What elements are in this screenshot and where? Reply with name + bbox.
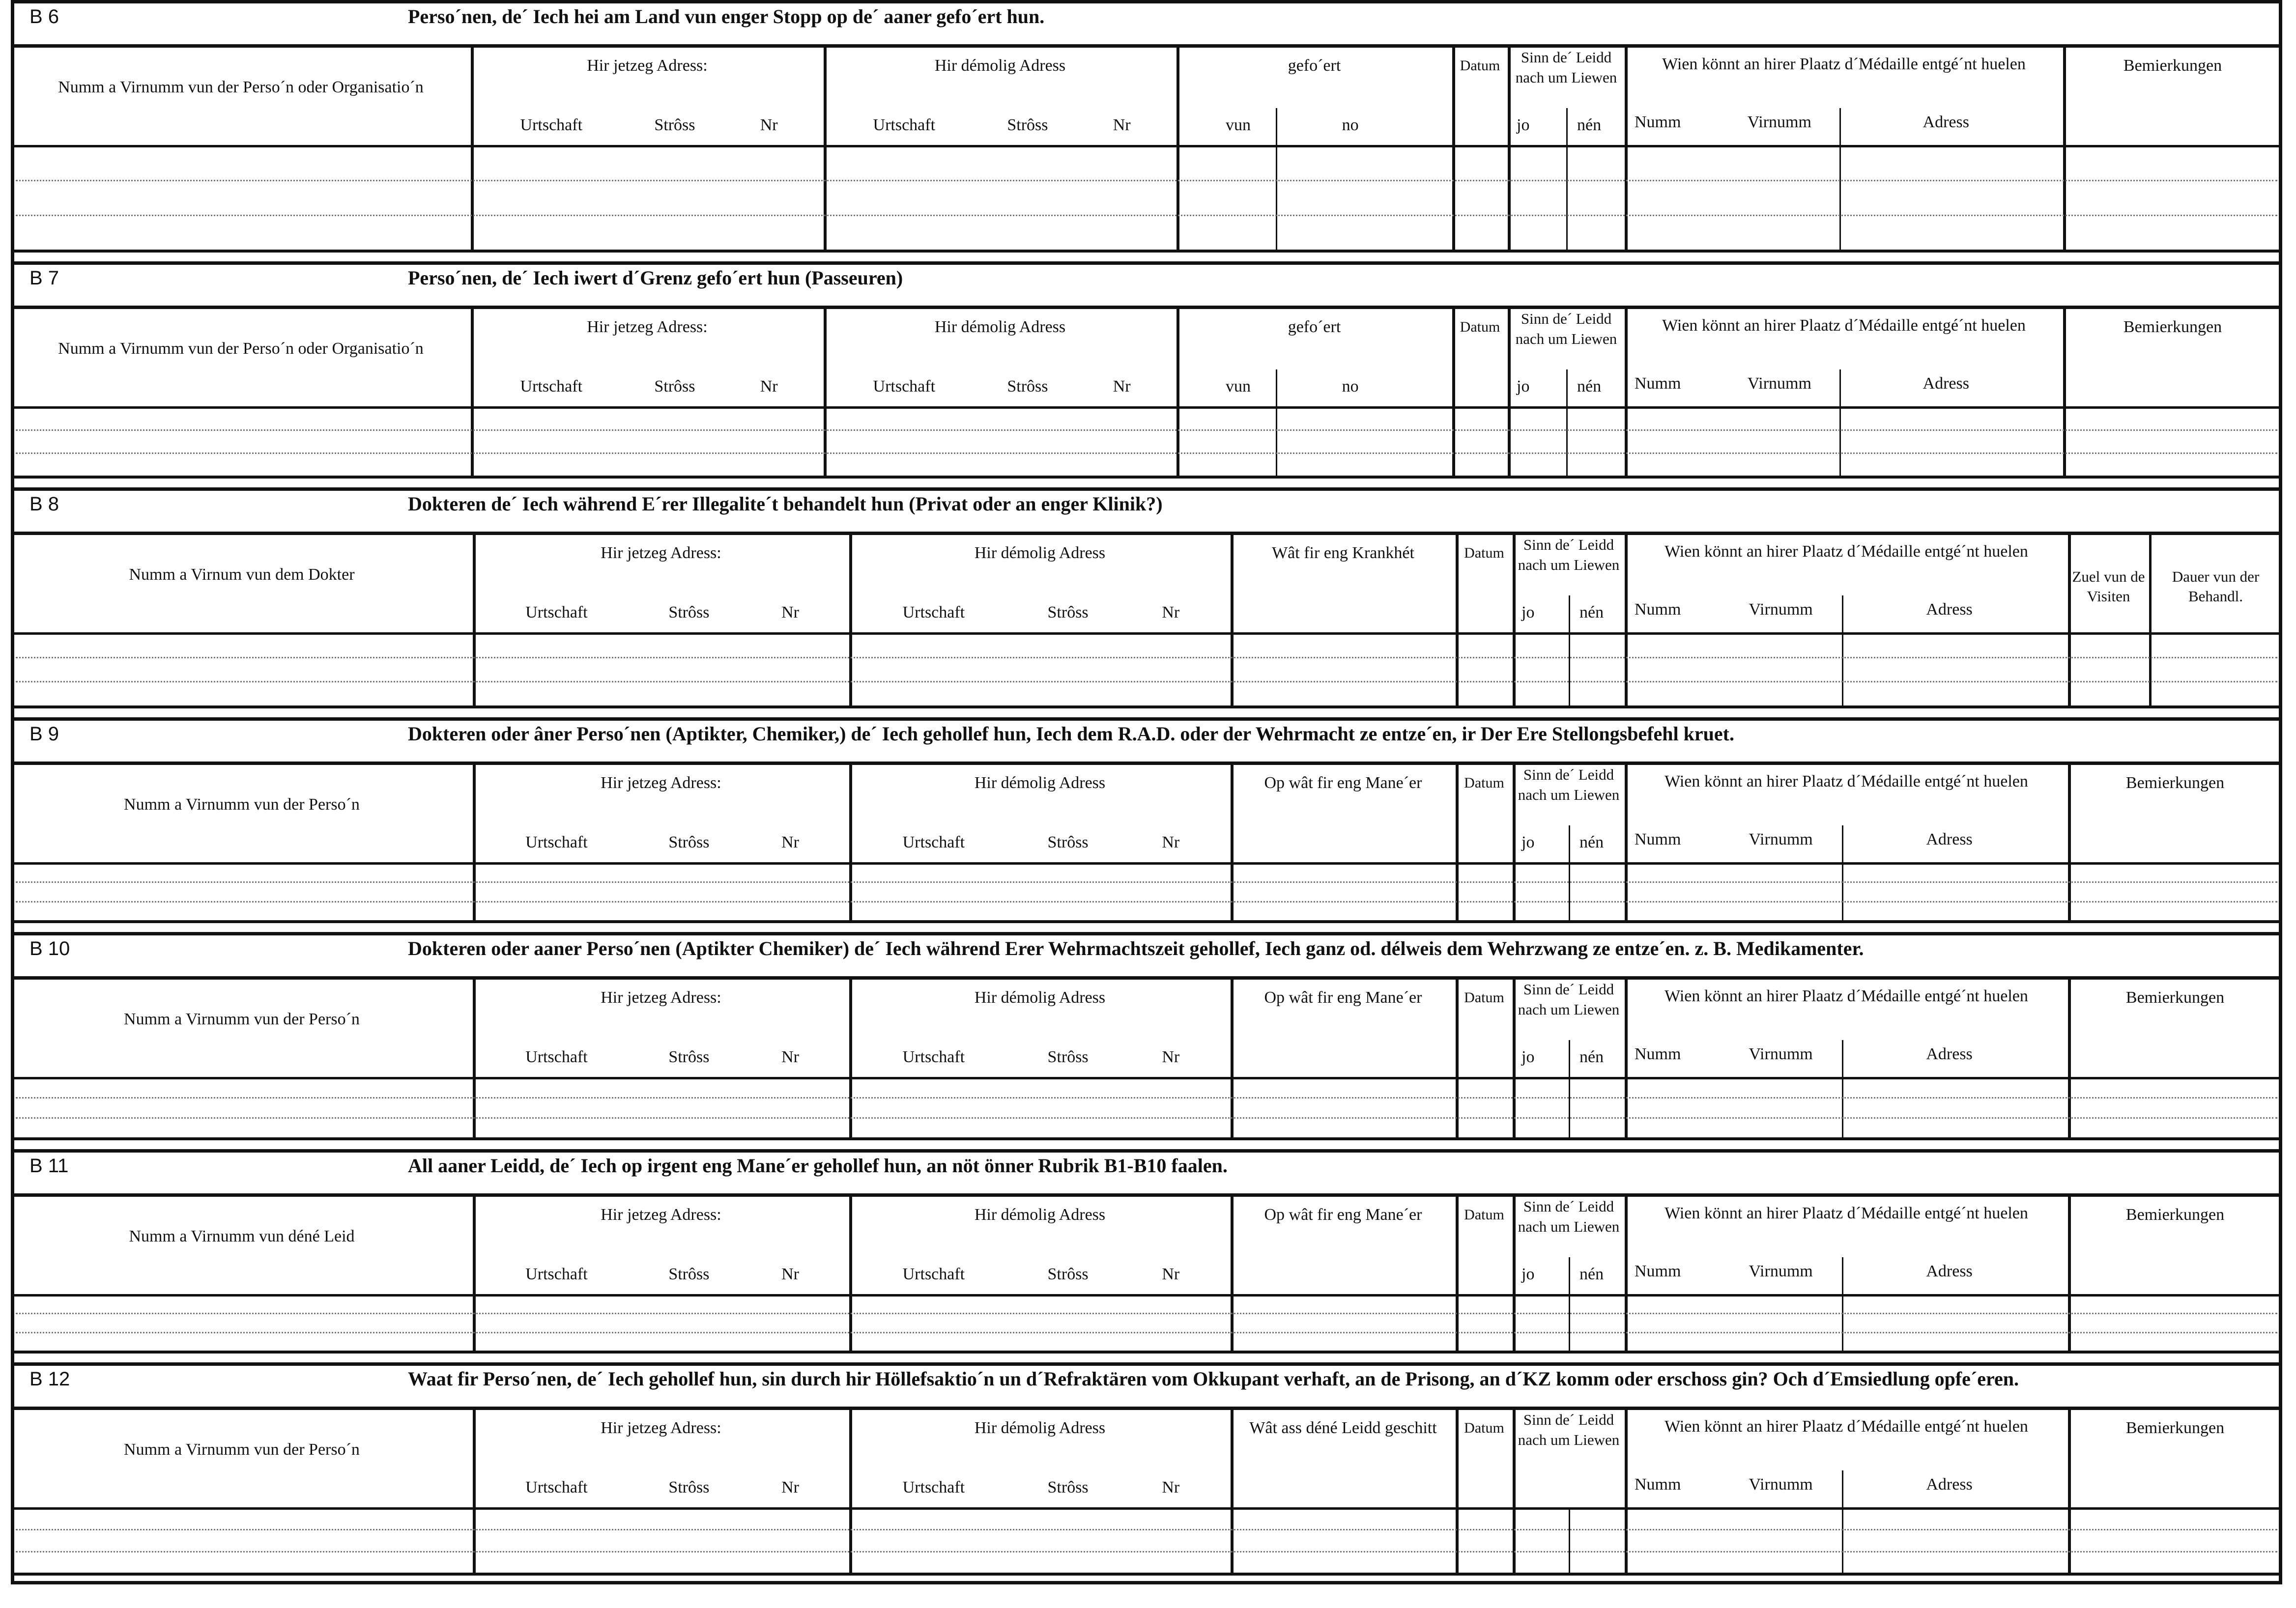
name-header: Numm a Virnumm vun der Perso´n oder Organisatio´n	[58, 78, 424, 96]
remarks-header: Bemierkungen	[2125, 988, 2225, 1007]
writing-line	[16, 429, 2277, 431]
date-header: Datum	[1464, 545, 1504, 561]
name-header: Numm a Virnumm vun der Perso´n	[124, 1440, 360, 1459]
alive-header: Sinn de´ Leidd nach um Liewen	[1518, 766, 1620, 803]
table-top-rule	[11, 1193, 2282, 1197]
table-top-rule	[11, 762, 2282, 765]
alive-header: Sinn de´ Leidd nach um Liewen	[1518, 1411, 1620, 1448]
header-bottom-rule	[11, 1294, 2282, 1297]
yes-no-divider	[1569, 1257, 1570, 1351]
section-top-rule	[11, 717, 2282, 721]
former-address-header: Hir démolig Adress	[974, 988, 1106, 1007]
column-divider	[824, 306, 827, 476]
no-label: nén	[1577, 116, 1602, 134]
former-street-label: Strôss	[1007, 116, 1048, 134]
alive-header: Sinn de´ Leidd nach um Liewen	[1518, 1198, 1620, 1235]
former-town-label: Urtschaft	[902, 1265, 965, 1283]
current-number-label: Nr	[760, 377, 778, 395]
column-divider	[473, 762, 476, 920]
medal-column-divider	[1842, 1257, 1843, 1351]
current-town-label: Urtschaft	[525, 833, 588, 851]
former-street-label: Strôss	[1047, 1048, 1089, 1066]
current-street-label: Strôss	[668, 1048, 710, 1066]
section-title: Perso´nen, de´ Iech iwert d´Grenz gefo´ert hun (Passeuren)	[408, 267, 903, 289]
column-divider	[1231, 762, 1234, 920]
current-town-label: Urtschaft	[520, 377, 583, 395]
table-bottom-rule	[11, 476, 2282, 479]
former-number-label: Nr	[1162, 833, 1180, 851]
current-street-label: Strôss	[654, 377, 695, 395]
table-bottom-rule	[11, 705, 2282, 708]
section-title: Perso´nen, de´ Iech hei am Land vun enger Stopp op de´ aaner gefo´ert hun.	[408, 5, 1045, 28]
current-number-label: Nr	[781, 603, 799, 621]
medal-address-label: Adress	[1926, 600, 1973, 619]
column-divider	[2068, 1407, 2071, 1573]
name-header: Numm a Virnumm vun der Perso´n	[124, 795, 360, 814]
column-divider	[1625, 306, 1628, 476]
writing-line	[16, 881, 2277, 883]
column-divider	[1231, 1193, 1234, 1351]
medal-name-label: Numm	[1635, 374, 1681, 393]
former-number-label: Nr	[1113, 116, 1131, 134]
former-town-label: Urtschaft	[902, 1478, 965, 1496]
table-top-rule	[11, 44, 2282, 48]
header-bottom-rule	[11, 1077, 2282, 1079]
current-number-label: Nr	[781, 1048, 799, 1066]
remarks-header: Bemierkungen	[2125, 1206, 2225, 1224]
column-divider	[1231, 1407, 1234, 1573]
yes-label: jo	[1521, 1265, 1535, 1283]
section-top-rule	[11, 1362, 2282, 1366]
column-divider	[2068, 762, 2071, 920]
former-street-label: Strôss	[1047, 1478, 1089, 1496]
section-top-rule	[11, 932, 2282, 935]
section-top-rule	[11, 261, 2282, 265]
writing-line	[16, 1097, 2277, 1099]
table-top-rule	[11, 976, 2282, 980]
name-header: Numm a Virnumm vun déné Leid	[129, 1227, 355, 1245]
writing-line	[16, 657, 2277, 658]
medal-firstname-label: Virnumm	[1749, 600, 1813, 619]
medal-address-label: Adress	[1926, 830, 1973, 848]
medal-firstname-label: Virnumm	[1749, 1262, 1813, 1280]
former-number-label: Nr	[1162, 1048, 1180, 1066]
col4-header: Op wât fir eng Mane´er	[1264, 988, 1422, 1007]
current-number-label: Nr	[760, 116, 778, 134]
former-address-header: Hir démolig Adress	[974, 1419, 1106, 1437]
col4-header: Wât ass déné Leidd geschitt	[1249, 1419, 1437, 1437]
table-bottom-rule	[11, 920, 2282, 923]
writing-line	[16, 1313, 2277, 1314]
yes-label: jo	[1521, 833, 1535, 851]
header-bottom-rule	[11, 1507, 2282, 1510]
former-number-label: Nr	[1162, 1265, 1180, 1283]
column-divider	[1625, 1407, 1628, 1573]
medal-name-label: Numm	[1635, 600, 1681, 619]
former-street-label: Strôss	[1047, 1265, 1089, 1283]
date-header: Datum	[1464, 989, 1504, 1006]
former-address-header: Hir démolig Adress	[974, 1206, 1106, 1224]
writing-line	[16, 452, 2277, 454]
writing-line	[16, 1551, 2277, 1552]
writing-line	[16, 901, 2277, 903]
header-bottom-rule	[11, 862, 2282, 865]
col4-header: Op wât fir eng Mane´er	[1264, 1206, 1422, 1224]
medal-name-label: Numm	[1635, 830, 1681, 848]
table-bottom-rule	[11, 250, 2282, 253]
former-town-label: Urtschaft	[902, 833, 965, 851]
medal-name-label: Numm	[1635, 113, 1681, 131]
medal-column-divider	[1839, 108, 1841, 250]
no-label: nén	[1579, 1048, 1604, 1066]
duration-header: Dauer vun der Behandl.	[2172, 568, 2260, 605]
former-address-header: Hir démolig Adress	[934, 56, 1066, 75]
former-number-label: Nr	[1162, 603, 1180, 621]
yes-no-divider	[1566, 369, 1568, 476]
current-address-header: Hir jetzeg Adress:	[587, 318, 708, 336]
yes-no-divider	[1569, 1040, 1570, 1137]
current-town-label: Urtschaft	[525, 1048, 588, 1066]
yes-label: jo	[1521, 603, 1535, 621]
table-bottom-rule	[11, 1573, 2282, 1576]
medal-header: Wien könnt an hirer Plaatz d´Médaille entgé´nt huelen	[1665, 772, 2028, 790]
medal-address-label: Adress	[1926, 1045, 1973, 1063]
medal-firstname-label: Virnumm	[1749, 830, 1813, 848]
current-number-label: Nr	[781, 833, 799, 851]
column-divider	[2068, 976, 2071, 1137]
alive-header: Sinn de´ Leidd nach um Liewen	[1518, 536, 1620, 573]
former-number-label: Nr	[1162, 1478, 1180, 1496]
medal-header: Wien könnt an hirer Plaatz d´Médaille entgé´nt huelen	[1665, 1417, 2028, 1436]
header-bottom-rule	[11, 145, 2282, 147]
current-street-label: Strôss	[668, 1478, 710, 1496]
yes-no-divider	[1569, 1507, 1570, 1573]
column-divider	[824, 44, 827, 250]
col4-header: gefo´ert	[1288, 56, 1341, 75]
column-divider	[473, 976, 476, 1137]
column-divider	[1231, 532, 1234, 705]
former-address-header: Hir démolig Adress	[974, 774, 1106, 792]
col4-header: Wât fir eng Krankhét	[1272, 544, 1414, 562]
yes-label: jo	[1517, 116, 1530, 134]
medal-name-label: Numm	[1635, 1045, 1681, 1063]
medal-column-divider	[1842, 1040, 1843, 1137]
medal-header: Wien könnt an hirer Plaatz d´Médaille entgé´nt huelen	[1665, 987, 2028, 1005]
yes-no-divider	[1569, 595, 1570, 705]
column-divider	[1625, 44, 1628, 250]
writing-line	[16, 681, 2277, 682]
column-divider	[849, 1193, 852, 1351]
medal-address-label: Adress	[1923, 113, 1969, 131]
current-town-label: Urtschaft	[525, 1478, 588, 1496]
section-top-rule	[11, 487, 2282, 491]
column-divider	[1231, 976, 1234, 1137]
column-divider	[1625, 1193, 1628, 1351]
section-title: Dokteren oder aaner Perso´nen (Aptikter Chemiker) de´ Iech während Erer Wehrmachtszeit gehollef, Iech ganz od. délweis dem Wehrzwang ze entze´en. z. B. Medikamenter.	[408, 937, 1864, 959]
section-code: B 10	[29, 938, 70, 959]
former-address-header: Hir démolig Adress	[974, 544, 1106, 562]
medal-firstname-label: Virnumm	[1747, 374, 1811, 393]
date-header: Datum	[1460, 319, 1500, 335]
column-divider	[2063, 44, 2066, 250]
current-street-label: Strôss	[668, 833, 710, 851]
header-bottom-rule	[11, 406, 2282, 409]
medal-address-label: Adress	[1926, 1262, 1973, 1280]
remarks-header: Bemierkungen	[2125, 1419, 2225, 1437]
section-title: Dokteren oder âner Perso´nen (Aptikter, Chemiker,) de´ Iech gehollef hun, Iech dem R.A.D. oder der Wehrmacht ze entze´en, ir Der Ere Stellongsbefehl kruet.	[408, 723, 1734, 745]
remarks-header: Bemierkungen	[2125, 774, 2225, 792]
section-title: Waat fir Perso´nen, de´ Iech gehollef hun, sin durch hir Höllefsaktio´n un d´Refraktären vom Okkupant verhaft, an de Prisong, an d´KZ komm oder erschoss gin? Och d´Emsiedlung opfe´eren.	[408, 1368, 2019, 1390]
current-town-label: Urtschaft	[525, 603, 588, 621]
column-divider	[471, 44, 474, 250]
medal-firstname-label: Virnumm	[1749, 1475, 1813, 1494]
section-title: All aaner Leidd, de´ Iech op irgent eng Mane´er gehollef hun, an nöt önner Rubrik B1-B10 faalen.	[408, 1155, 1228, 1177]
col4-header: gefo´ert	[1288, 318, 1341, 336]
alive-header: Sinn de´ Leidd nach um Liewen	[1515, 49, 1617, 86]
alive-header: Sinn de´ Leidd nach um Liewen	[1518, 981, 1620, 1018]
remarks-header: Bemierkungen	[2123, 318, 2222, 336]
no-label: nén	[1579, 1265, 1604, 1283]
column-divider	[2068, 1193, 2071, 1351]
name-header: Numm a Virnumm vun der Perso´n	[124, 1010, 360, 1028]
column-divider	[473, 532, 476, 705]
writing-line	[16, 1117, 2277, 1119]
column-divider	[2068, 532, 2071, 705]
col4-header: Op wât fir eng Mane´er	[1264, 774, 1422, 792]
table-top-rule	[11, 532, 2282, 535]
former-town-label: Urtschaft	[902, 1048, 965, 1066]
medal-column-divider	[1842, 1470, 1843, 1573]
medal-column-divider	[1842, 825, 1843, 920]
date-header: Datum	[1464, 775, 1504, 791]
column-divider	[2149, 532, 2152, 705]
current-street-label: Strôss	[654, 116, 695, 134]
current-number-label: Nr	[781, 1478, 799, 1496]
current-address-header: Hir jetzeg Adress:	[601, 544, 721, 562]
yes-label: jo	[1517, 377, 1530, 395]
to-label: no	[1342, 377, 1359, 395]
column-divider	[471, 306, 474, 476]
column-divider	[473, 1193, 476, 1351]
to-label: no	[1342, 116, 1359, 134]
former-number-label: Nr	[1113, 377, 1131, 395]
section-code: B 6	[29, 6, 59, 28]
writing-line	[16, 215, 2277, 216]
table-top-rule	[11, 1407, 2282, 1410]
yes-no-divider	[1569, 825, 1570, 920]
medal-header: Wien könnt an hirer Plaatz d´Médaille entgé´nt huelen	[1665, 1204, 2028, 1222]
writing-line	[16, 1529, 2277, 1530]
column-divider	[1625, 532, 1628, 705]
current-town-label: Urtschaft	[520, 116, 583, 134]
former-town-label: Urtschaft	[873, 116, 936, 134]
table-bottom-rule	[11, 1351, 2282, 1354]
section-top-rule	[11, 0, 2282, 3]
current-street-label: Strôss	[668, 603, 710, 621]
medal-header: Wien könnt an hirer Plaatz d´Médaille entgé´nt huelen	[1665, 542, 2028, 561]
medal-address-label: Adress	[1926, 1475, 1973, 1494]
medal-header: Wien könnt an hirer Plaatz d´Médaille entgé´nt huelen	[1662, 55, 2026, 73]
current-address-header: Hir jetzeg Adress:	[601, 1206, 721, 1224]
yes-no-divider	[1566, 108, 1568, 250]
date-header: Datum	[1464, 1420, 1504, 1436]
column-divider	[2063, 306, 2066, 476]
table-bottom-rule	[11, 1137, 2282, 1140]
no-label: nén	[1577, 377, 1602, 395]
date-header: Datum	[1460, 57, 1500, 74]
column-divider	[849, 532, 852, 705]
column-divider	[1625, 762, 1628, 920]
visits-header: Zuel vun de Visiten	[2072, 568, 2145, 605]
table-top-rule	[11, 306, 2282, 309]
column-divider	[1177, 44, 1179, 250]
former-town-label: Urtschaft	[873, 377, 936, 395]
former-address-header: Hir démolig Adress	[934, 318, 1066, 336]
column-divider	[1177, 306, 1179, 476]
current-address-header: Hir jetzeg Adress:	[601, 988, 721, 1007]
name-header: Numm a Virnum vun dem Dokter	[129, 565, 355, 584]
medal-column-divider	[1839, 369, 1841, 476]
section-title: Dokteren de´ Iech während E´rer Illegalite´t behandelt hun (Privat oder an enger Klinik?)	[408, 493, 1163, 515]
section-code: B 8	[29, 493, 59, 515]
medal-firstname-label: Virnumm	[1749, 1045, 1813, 1063]
former-street-label: Strôss	[1047, 603, 1089, 621]
column-divider	[1625, 976, 1628, 1137]
writing-line	[16, 180, 2277, 181]
header-bottom-rule	[11, 632, 2282, 635]
date-header: Datum	[1464, 1207, 1504, 1223]
writing-line	[16, 1332, 2277, 1333]
section-code: B 11	[29, 1155, 69, 1177]
yes-label: jo	[1521, 1048, 1535, 1066]
from-to-divider	[1276, 369, 1277, 476]
current-town-label: Urtschaft	[525, 1265, 588, 1283]
section-code: B 9	[29, 723, 59, 745]
current-street-label: Strôss	[668, 1265, 710, 1283]
current-number-label: Nr	[781, 1265, 799, 1283]
former-town-label: Urtschaft	[902, 603, 965, 621]
current-address-header: Hir jetzeg Adress:	[587, 56, 708, 75]
column-divider	[473, 1407, 476, 1573]
section-top-rule	[11, 1149, 2282, 1153]
section-code: B 7	[29, 267, 59, 289]
medal-column-divider	[1842, 595, 1843, 705]
current-address-header: Hir jetzeg Adress:	[601, 774, 721, 792]
medal-name-label: Numm	[1635, 1262, 1681, 1280]
from-label: vun	[1226, 116, 1251, 134]
no-label: nén	[1579, 833, 1604, 851]
from-to-divider	[1276, 108, 1277, 250]
medal-firstname-label: Virnumm	[1747, 113, 1811, 131]
from-label: vun	[1226, 377, 1251, 395]
former-street-label: Strôss	[1047, 833, 1089, 851]
column-divider	[849, 762, 852, 920]
current-address-header: Hir jetzeg Adress:	[601, 1419, 721, 1437]
name-header: Numm a Virnumm vun der Perso´n oder Organisatio´n	[58, 339, 424, 358]
column-divider	[849, 976, 852, 1137]
medal-header: Wien könnt an hirer Plaatz d´Médaille entgé´nt huelen	[1662, 316, 2026, 335]
medal-name-label: Numm	[1635, 1475, 1681, 1494]
medal-address-label: Adress	[1923, 374, 1969, 393]
column-divider	[849, 1407, 852, 1573]
alive-header: Sinn de´ Leidd nach um Liewen	[1515, 310, 1617, 347]
no-label: nén	[1579, 603, 1604, 621]
remarks-header: Bemierkungen	[2123, 56, 2222, 75]
former-street-label: Strôss	[1007, 377, 1048, 395]
section-code: B 12	[29, 1368, 70, 1390]
